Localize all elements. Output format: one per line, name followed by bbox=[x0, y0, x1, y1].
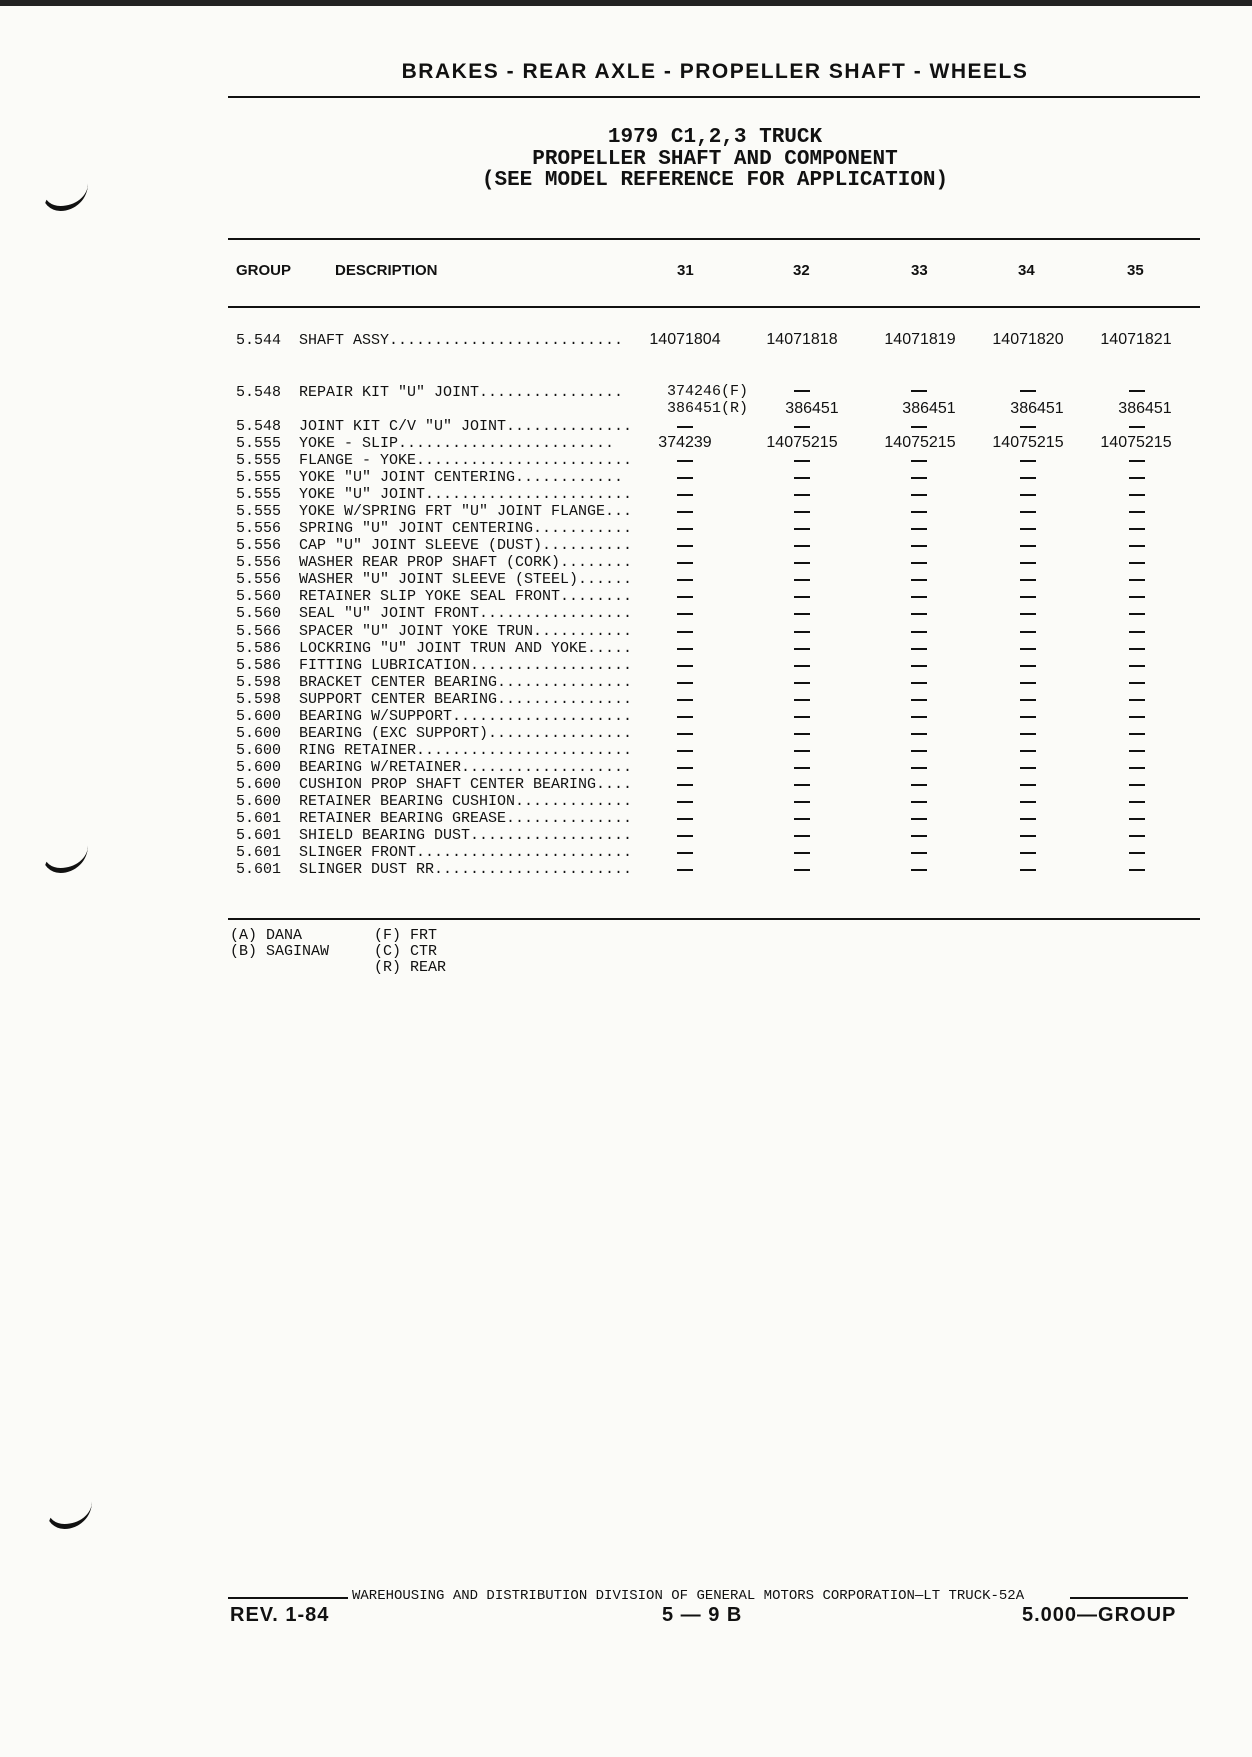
footer-group: 5.000—GROUP bbox=[1022, 1604, 1177, 1626]
dash-mark bbox=[911, 511, 927, 513]
part-number-34: 386451 bbox=[1010, 400, 1064, 417]
row-group-number: 5.548 bbox=[236, 384, 282, 401]
binder-hole-mark bbox=[46, 1498, 92, 1529]
dash-mark bbox=[1020, 869, 1036, 871]
dash-mark bbox=[911, 528, 927, 530]
dash-mark bbox=[1020, 390, 1036, 392]
dash-mark bbox=[1129, 733, 1145, 735]
row-description: RETAINER BEARING CUSHION............. bbox=[299, 793, 633, 810]
row-description: YOKE "U" JOINT CENTERING............ bbox=[299, 469, 624, 486]
footer-rule-left bbox=[228, 1597, 348, 1599]
row-group-number: 5.600 bbox=[236, 793, 282, 810]
dash-mark bbox=[1020, 562, 1036, 564]
dash-mark bbox=[1129, 648, 1145, 650]
dash-mark bbox=[677, 750, 693, 752]
row-description: BRACKET CENTER BEARING............... bbox=[299, 674, 633, 691]
dash-mark bbox=[677, 852, 693, 854]
dash-mark bbox=[1129, 494, 1145, 496]
dash-mark bbox=[1129, 801, 1145, 803]
dash-mark bbox=[794, 631, 810, 633]
row-description: SHAFT ASSY.......................... bbox=[299, 332, 624, 349]
row-group-number: 5.600 bbox=[236, 708, 282, 725]
row-group-number: 5.600 bbox=[236, 725, 282, 742]
row-description: REPAIR KIT "U" JOINT................ bbox=[299, 384, 624, 401]
dash-mark bbox=[911, 699, 927, 701]
dash-mark bbox=[1020, 852, 1036, 854]
dash-mark bbox=[911, 801, 927, 803]
dash-mark bbox=[677, 426, 693, 428]
dash-mark bbox=[911, 682, 927, 684]
note-front: (F) FRT bbox=[374, 927, 438, 944]
row-description: YOKE "U" JOINT....................... bbox=[299, 486, 633, 503]
dash-mark bbox=[911, 460, 927, 462]
dash-mark bbox=[1129, 665, 1145, 667]
column-header-model-34: 34 bbox=[1018, 262, 1035, 279]
part-number-34: 14075215 bbox=[992, 434, 1064, 451]
row-description: SUPPORT CENTER BEARING............... bbox=[299, 691, 633, 708]
dash-mark bbox=[677, 511, 693, 513]
dash-mark bbox=[1129, 528, 1145, 530]
note-center: (C) CTR bbox=[374, 943, 438, 960]
row-description: BEARING W/SUPPORT.................... bbox=[299, 708, 633, 725]
dash-mark bbox=[911, 869, 927, 871]
dash-mark bbox=[794, 562, 810, 564]
dash-mark bbox=[677, 545, 693, 547]
table-top-rule bbox=[228, 238, 1200, 240]
column-header-model-32: 32 bbox=[793, 262, 810, 279]
dash-mark bbox=[794, 596, 810, 598]
dash-mark bbox=[1129, 426, 1145, 428]
dash-mark bbox=[1129, 579, 1145, 581]
dash-mark bbox=[911, 390, 927, 392]
part-number-33: 14071819 bbox=[884, 331, 956, 348]
dash-mark bbox=[794, 784, 810, 786]
dash-mark bbox=[1020, 460, 1036, 462]
dash-mark bbox=[1020, 596, 1036, 598]
dash-mark bbox=[1020, 699, 1036, 701]
dash-mark bbox=[794, 699, 810, 701]
dash-mark bbox=[794, 494, 810, 496]
dash-mark bbox=[911, 613, 927, 615]
part-number-35: 386451 bbox=[1118, 400, 1172, 417]
dash-mark bbox=[677, 818, 693, 820]
header-rule bbox=[228, 96, 1200, 98]
row-description: BEARING (EXC SUPPORT)................ bbox=[299, 725, 633, 742]
row-description: JOINT KIT C/V "U" JOINT.............. bbox=[299, 418, 633, 435]
dash-mark bbox=[794, 426, 810, 428]
part-number-31-rear: 386451(R) bbox=[667, 400, 749, 417]
dash-mark bbox=[1129, 477, 1145, 479]
row-group-number: 5.560 bbox=[236, 588, 282, 605]
row-group-number: 5.586 bbox=[236, 640, 282, 657]
row-group-number: 5.586 bbox=[236, 657, 282, 674]
part-number-34: 14071820 bbox=[992, 331, 1064, 348]
section-title: BRAKES - REAR AXLE - PROPELLER SHAFT - WHEELS bbox=[401, 60, 1029, 83]
document-title-line-2: PROPELLER SHAFT AND COMPONENT bbox=[532, 148, 898, 171]
dash-mark bbox=[1020, 613, 1036, 615]
binder-hole-mark bbox=[42, 180, 88, 211]
part-number-32: 14075215 bbox=[766, 434, 838, 451]
dash-mark bbox=[794, 613, 810, 615]
part-number-32: 386451 bbox=[785, 400, 839, 417]
dash-mark bbox=[1020, 648, 1036, 650]
dash-mark bbox=[911, 784, 927, 786]
dash-mark bbox=[1129, 511, 1145, 513]
dash-mark bbox=[911, 835, 927, 837]
dash-mark bbox=[677, 767, 693, 769]
dash-mark bbox=[794, 852, 810, 854]
row-description: YOKE - SLIP........................ bbox=[299, 435, 615, 452]
row-group-number: 5.601 bbox=[236, 844, 282, 861]
dash-mark bbox=[1020, 528, 1036, 530]
dash-mark bbox=[794, 801, 810, 803]
part-number-35: 14071821 bbox=[1100, 331, 1172, 348]
row-group-number: 5.555 bbox=[236, 486, 282, 503]
dash-mark bbox=[1020, 665, 1036, 667]
note-saginaw: (B) SAGINAW bbox=[230, 943, 330, 960]
row-group-number: 5.601 bbox=[236, 861, 282, 878]
dash-mark bbox=[677, 716, 693, 718]
dash-mark bbox=[677, 682, 693, 684]
row-description: LOCKRING "U" JOINT TRUN AND YOKE..... bbox=[299, 640, 633, 657]
dash-mark bbox=[1020, 750, 1036, 752]
dash-mark bbox=[794, 665, 810, 667]
dash-mark bbox=[1020, 426, 1036, 428]
row-group-number: 5.598 bbox=[236, 691, 282, 708]
row-group-number: 5.556 bbox=[236, 571, 282, 588]
dash-mark bbox=[677, 579, 693, 581]
dash-mark bbox=[794, 390, 810, 392]
row-description: SLINGER FRONT........................ bbox=[299, 844, 633, 861]
row-group-number: 5.555 bbox=[236, 469, 282, 486]
document-title-line-1: 1979 C1,2,3 TRUCK bbox=[607, 126, 823, 149]
dash-mark bbox=[1129, 767, 1145, 769]
dash-mark bbox=[1020, 818, 1036, 820]
dash-mark bbox=[911, 767, 927, 769]
dash-mark bbox=[794, 528, 810, 530]
dash-mark bbox=[1129, 682, 1145, 684]
footer-division-text: WAREHOUSING AND DISTRIBUTION DIVISION OF GENERAL MOTORS CORPORATION—LT TRUCK-52A bbox=[352, 1588, 1025, 1604]
dash-mark bbox=[794, 835, 810, 837]
dash-mark bbox=[677, 835, 693, 837]
row-description: SPACER "U" JOINT YOKE TRUN........... bbox=[299, 623, 633, 640]
row-description: SHIELD BEARING DUST.................. bbox=[299, 827, 633, 844]
dash-mark bbox=[1020, 801, 1036, 803]
dash-mark bbox=[1129, 699, 1145, 701]
dash-mark bbox=[677, 477, 693, 479]
part-number-31: 14071804 bbox=[649, 331, 721, 348]
row-group-number: 5.555 bbox=[236, 435, 282, 452]
row-group-number: 5.601 bbox=[236, 827, 282, 844]
part-number-33: 386451 bbox=[902, 400, 956, 417]
dash-mark bbox=[677, 665, 693, 667]
dash-mark bbox=[1020, 579, 1036, 581]
dash-mark bbox=[911, 426, 927, 428]
row-group-number: 5.548 bbox=[236, 418, 282, 435]
table-bottom-rule bbox=[228, 918, 1200, 920]
row-description: RETAINER SLIP YOKE SEAL FRONT........ bbox=[299, 588, 633, 605]
footer-page-number: 5 — 9 B bbox=[662, 1604, 743, 1626]
dash-mark bbox=[794, 460, 810, 462]
dash-mark bbox=[1129, 818, 1145, 820]
dash-mark bbox=[1020, 835, 1036, 837]
dash-mark bbox=[677, 596, 693, 598]
dash-mark bbox=[911, 579, 927, 581]
dash-mark bbox=[794, 869, 810, 871]
row-group-number: 5.600 bbox=[236, 776, 282, 793]
row-group-number: 5.598 bbox=[236, 674, 282, 691]
dash-mark bbox=[1020, 767, 1036, 769]
row-group-number: 5.566 bbox=[236, 623, 282, 640]
part-number-33: 14075215 bbox=[884, 434, 956, 451]
row-description: FLANGE - YOKE........................ bbox=[299, 452, 633, 469]
dash-mark bbox=[794, 682, 810, 684]
dash-mark bbox=[677, 528, 693, 530]
row-description: SEAL "U" JOINT FRONT................. bbox=[299, 605, 633, 622]
dash-mark bbox=[1129, 562, 1145, 564]
column-header-model-35: 35 bbox=[1127, 262, 1144, 279]
dash-mark bbox=[1020, 716, 1036, 718]
row-group-number: 5.556 bbox=[236, 554, 282, 571]
row-group-number: 5.555 bbox=[236, 452, 282, 469]
dash-mark bbox=[911, 477, 927, 479]
row-group-number: 5.556 bbox=[236, 537, 282, 554]
footer-rule-right bbox=[1070, 1597, 1188, 1599]
dash-mark bbox=[794, 818, 810, 820]
part-number-31: 374239 bbox=[658, 434, 712, 451]
dash-mark bbox=[1129, 390, 1145, 392]
part-number-31-front: 374246(F) bbox=[667, 383, 749, 400]
row-description: RING RETAINER........................ bbox=[299, 742, 633, 759]
dash-mark bbox=[1020, 631, 1036, 633]
dash-mark bbox=[911, 733, 927, 735]
dash-mark bbox=[794, 477, 810, 479]
dash-mark bbox=[794, 648, 810, 650]
dash-mark bbox=[677, 631, 693, 633]
dash-mark bbox=[677, 562, 693, 564]
dash-mark bbox=[794, 579, 810, 581]
note-dana: (A) DANA bbox=[230, 927, 303, 944]
dash-mark bbox=[1129, 460, 1145, 462]
dash-mark bbox=[677, 494, 693, 496]
row-group-number: 5.560 bbox=[236, 605, 282, 622]
dash-mark bbox=[794, 750, 810, 752]
dash-mark bbox=[1129, 613, 1145, 615]
dash-mark bbox=[1129, 869, 1145, 871]
dash-mark bbox=[677, 801, 693, 803]
dash-mark bbox=[1020, 494, 1036, 496]
dash-mark bbox=[1020, 511, 1036, 513]
row-description: SLINGER DUST RR...................... bbox=[299, 861, 633, 878]
dash-mark bbox=[1020, 733, 1036, 735]
dash-mark bbox=[1129, 631, 1145, 633]
dash-mark bbox=[1020, 682, 1036, 684]
dash-mark bbox=[677, 699, 693, 701]
dash-mark bbox=[911, 648, 927, 650]
dash-mark bbox=[677, 733, 693, 735]
dash-mark bbox=[911, 596, 927, 598]
dash-mark bbox=[1129, 784, 1145, 786]
dash-mark bbox=[911, 818, 927, 820]
row-description: RETAINER BEARING GREASE.............. bbox=[299, 810, 633, 827]
row-description: CUSHION PROP SHAFT CENTER BEARING.... bbox=[299, 776, 633, 793]
column-header-model-31: 31 bbox=[677, 262, 694, 279]
dash-mark bbox=[911, 562, 927, 564]
dash-mark bbox=[1129, 716, 1145, 718]
dash-mark bbox=[794, 733, 810, 735]
dash-mark bbox=[677, 460, 693, 462]
dash-mark bbox=[1020, 477, 1036, 479]
table-header-rule bbox=[228, 306, 1200, 308]
note-rear: (R) REAR bbox=[374, 959, 447, 976]
row-description: WASHER REAR PROP SHAFT (CORK)........ bbox=[299, 554, 633, 571]
dash-mark bbox=[911, 631, 927, 633]
column-header-model-33: 33 bbox=[911, 262, 928, 279]
row-description: SPRING "U" JOINT CENTERING........... bbox=[299, 520, 633, 537]
dash-mark bbox=[1020, 545, 1036, 547]
document-title-line-3: (SEE MODEL REFERENCE FOR APPLICATION) bbox=[481, 169, 949, 192]
top-edge-bar bbox=[0, 0, 1252, 6]
dash-mark bbox=[1129, 835, 1145, 837]
dash-mark bbox=[1129, 750, 1145, 752]
row-group-number: 5.556 bbox=[236, 520, 282, 537]
dash-mark bbox=[911, 750, 927, 752]
dash-mark bbox=[911, 852, 927, 854]
dash-mark bbox=[1129, 852, 1145, 854]
dash-mark bbox=[911, 494, 927, 496]
row-group-number: 5.600 bbox=[236, 759, 282, 776]
dash-mark bbox=[1020, 784, 1036, 786]
dash-mark bbox=[1129, 545, 1145, 547]
dash-mark bbox=[677, 784, 693, 786]
column-header-group: GROUP bbox=[236, 262, 292, 279]
row-description: BEARING W/RETAINER................... bbox=[299, 759, 633, 776]
row-description: FITTING LUBRICATION.................. bbox=[299, 657, 633, 674]
part-number-35: 14075215 bbox=[1100, 434, 1172, 451]
row-description: CAP "U" JOINT SLEEVE (DUST).......... bbox=[299, 537, 633, 554]
dash-mark bbox=[794, 767, 810, 769]
dash-mark bbox=[794, 511, 810, 513]
binder-hole-mark bbox=[42, 842, 88, 873]
dash-mark bbox=[794, 716, 810, 718]
row-description: WASHER "U" JOINT SLEEVE (STEEL)...... bbox=[299, 571, 633, 588]
dash-mark bbox=[911, 545, 927, 547]
row-description: YOKE W/SPRING FRT "U" JOINT FLANGE... bbox=[299, 503, 633, 520]
dash-mark bbox=[677, 869, 693, 871]
dash-mark bbox=[911, 665, 927, 667]
row-group-number: 5.544 bbox=[236, 332, 282, 349]
row-group-number: 5.601 bbox=[236, 810, 282, 827]
dash-mark bbox=[677, 648, 693, 650]
footer-revision: REV. 1-84 bbox=[230, 1604, 330, 1626]
part-number-32: 14071818 bbox=[766, 331, 838, 348]
row-group-number: 5.555 bbox=[236, 503, 282, 520]
row-group-number: 5.600 bbox=[236, 742, 282, 759]
dash-mark bbox=[1129, 596, 1145, 598]
dash-mark bbox=[911, 716, 927, 718]
dash-mark bbox=[677, 613, 693, 615]
column-header-description: DESCRIPTION bbox=[335, 262, 438, 279]
dash-mark bbox=[794, 545, 810, 547]
